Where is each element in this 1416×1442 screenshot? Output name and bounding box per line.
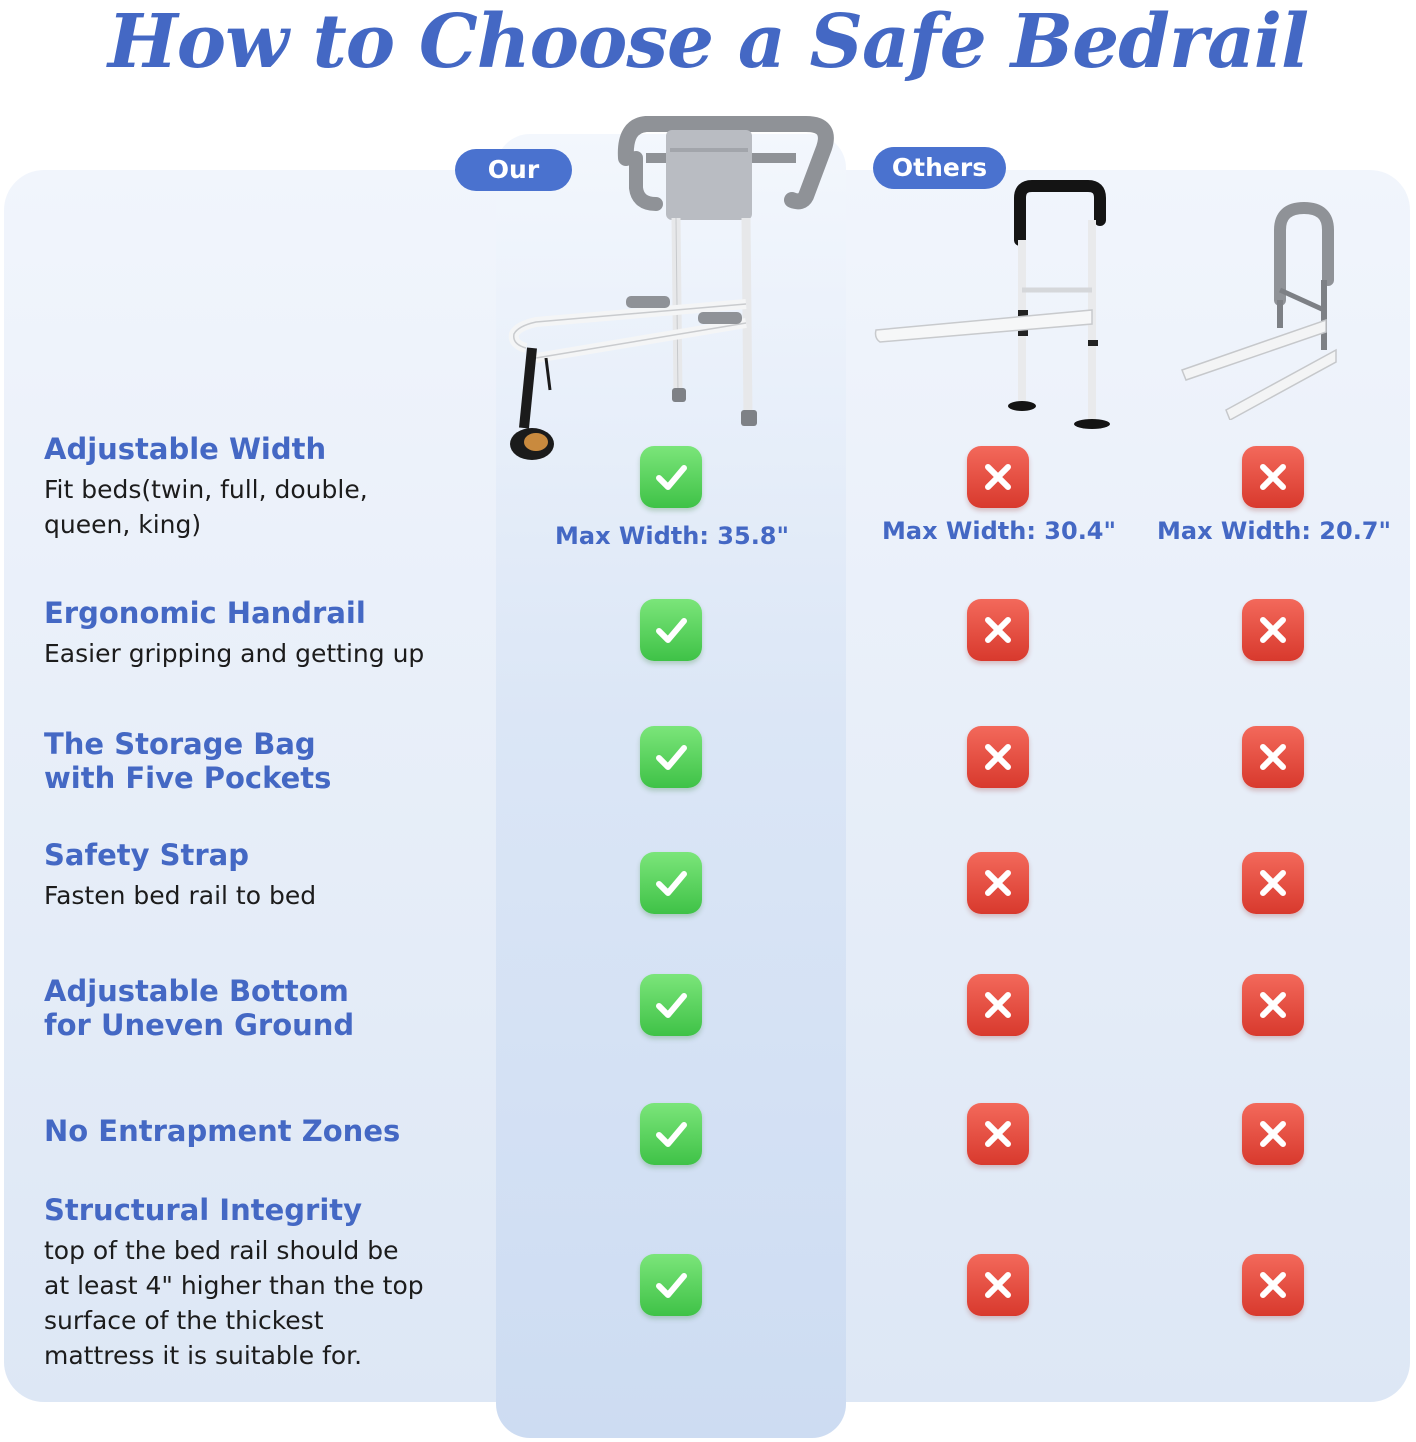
check-icon — [640, 726, 702, 788]
feature-description: Fit beds(twin, full, double, queen, king) — [44, 475, 368, 539]
feature-row — [44, 974, 484, 1042]
feature-title: The Storage Bag with Five Pockets — [44, 727, 332, 795]
cross-icon — [1242, 726, 1304, 788]
check-icon — [640, 599, 702, 661]
other-bedrail-2-image — [1176, 200, 1356, 420]
feature-title: Safety Strap — [44, 838, 249, 872]
feature-title: Adjustable Bottom for Uneven Ground — [44, 974, 355, 1042]
our-column-label: Our — [455, 149, 572, 191]
feature-row — [44, 838, 484, 913]
cross-icon — [967, 974, 1029, 1036]
our-bedrail-image — [506, 108, 842, 468]
cross-icon — [1242, 1103, 1304, 1165]
cross-icon — [1242, 852, 1304, 914]
other-bedrail-1-image — [870, 180, 1130, 435]
cross-icon — [967, 446, 1029, 508]
cross-icon — [1242, 446, 1304, 508]
feature-row — [44, 596, 484, 671]
feature-title: Ergonomic Handrail — [44, 596, 366, 630]
feature-title: Adjustable Width — [44, 432, 327, 466]
feature-title: Structural Integrity — [44, 1193, 363, 1227]
feature-row — [44, 727, 484, 795]
feature-row — [44, 1114, 484, 1148]
feature-row — [44, 1193, 484, 1373]
feature-description: top of the bed rail should be at least 4" higher than the top surface of the thickest mattress it is suitable for. — [44, 1236, 424, 1370]
check-icon — [640, 1103, 702, 1165]
feature-row — [44, 432, 484, 542]
our-max-width: Max Width: 35.8" — [554, 522, 790, 550]
other1-max-width: Max Width: 30.4" — [881, 517, 1117, 545]
cross-icon — [967, 726, 1029, 788]
cross-icon — [967, 1254, 1029, 1316]
cross-icon — [967, 1103, 1029, 1165]
feature-description: Fasten bed rail to bed — [44, 881, 317, 910]
cross-icon — [1242, 1254, 1304, 1316]
feature-title: No Entrapment Zones — [44, 1114, 401, 1148]
check-icon — [640, 974, 702, 1036]
cross-icon — [967, 599, 1029, 661]
check-icon — [640, 446, 702, 508]
cross-icon — [1242, 974, 1304, 1036]
other2-max-width: Max Width: 20.7" — [1156, 517, 1392, 545]
cross-icon — [1242, 599, 1304, 661]
page-title: How to Choose a Safe Bedrail — [107, 0, 1309, 85]
cross-icon — [967, 852, 1029, 914]
check-icon — [640, 852, 702, 914]
check-icon — [640, 1254, 702, 1316]
feature-description: Easier gripping and getting up — [44, 639, 425, 668]
others-column-label: Others — [873, 147, 1006, 189]
